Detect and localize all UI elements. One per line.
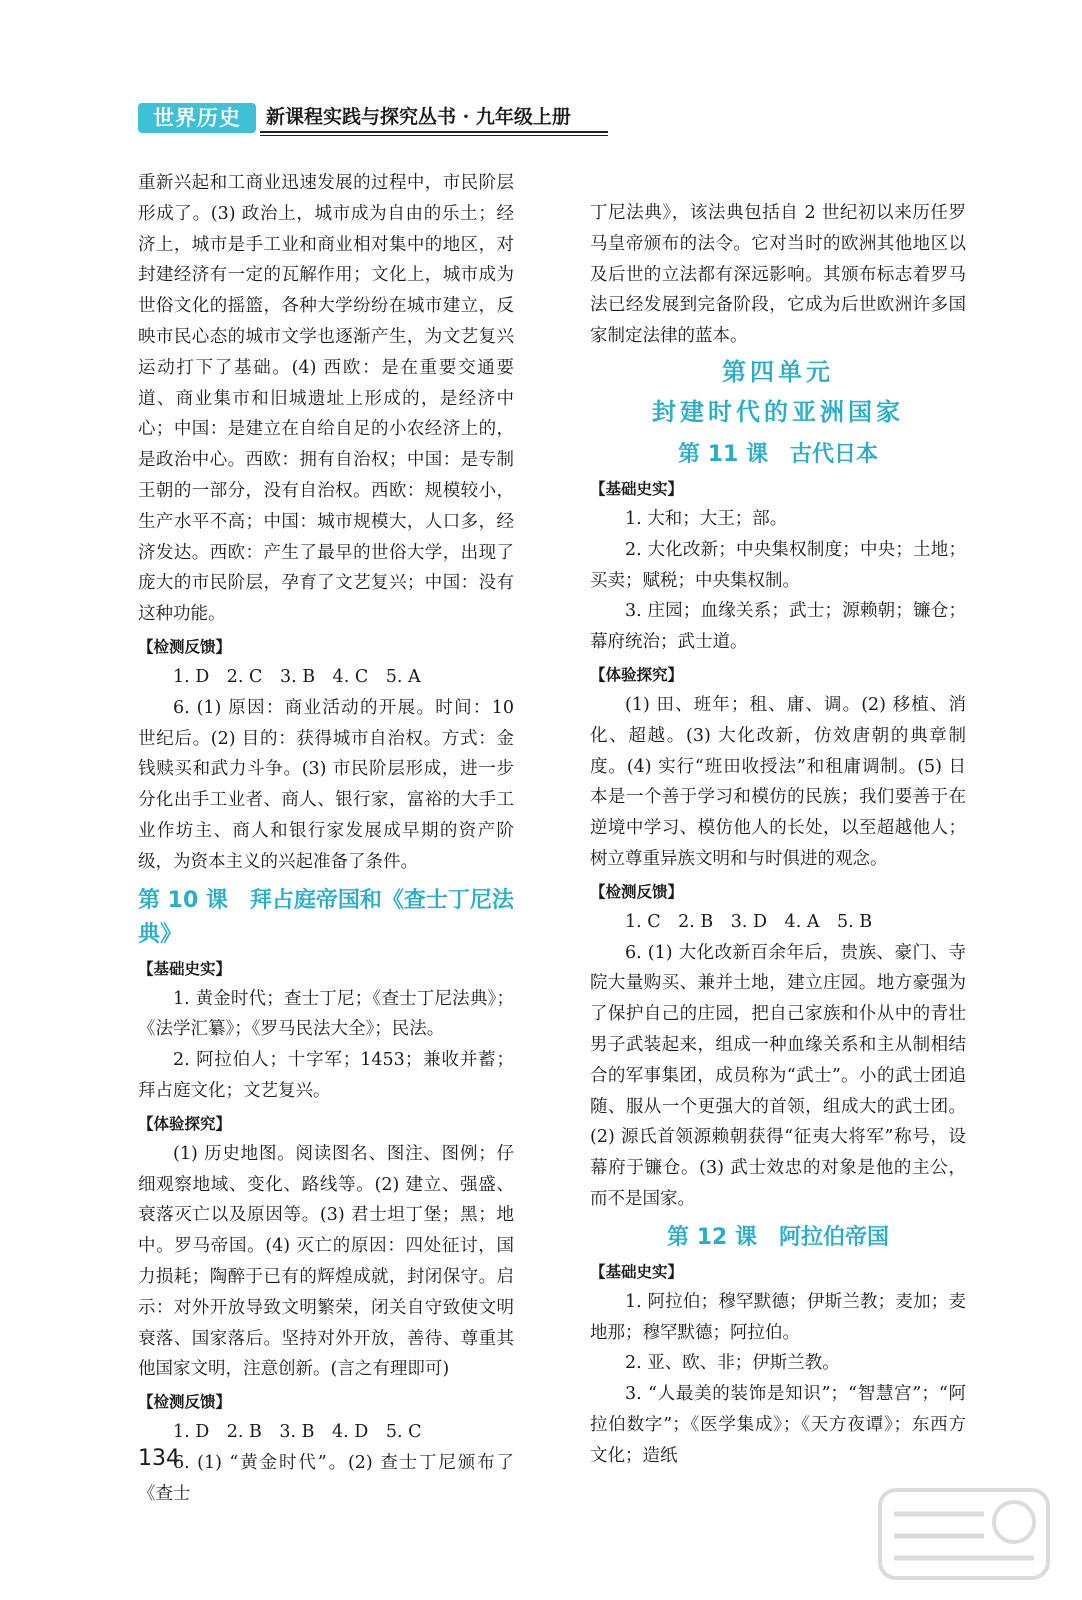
paragraph: 3. 庄园；血缘关系；武士；源赖朝；镰仓；幕府统治；武士道。: [590, 601, 966, 653]
paragraph: 1. 大和；大王；部。: [625, 508, 788, 529]
paragraph: 2. 亚、欧、非；伊斯兰教。: [625, 1353, 840, 1374]
paragraph: 2. 阿拉伯人；十字军；1453；兼收并蓄；拜占庭文化；文艺复兴。: [138, 1050, 514, 1101]
paragraph: 2. 大化改新；中央集权制度；中央；土地；买卖；赋税；中央集权制。: [590, 539, 966, 591]
paragraph: 6. (1) “黄金时代”。(2) 查士丁尼颁布了《查士: [138, 1452, 514, 1504]
section-heading: 【体验探究】: [138, 1114, 232, 1133]
section-heading: 【检测反馈】: [138, 1393, 232, 1412]
running-header: [138, 100, 610, 136]
paragraph: 3. “人最美的装饰是知识”；“智慧宫”；“阿拉伯数字”；《医学集成》；《天方夜谭》；东西方文化；造纸: [590, 1384, 966, 1466]
page-number: 134: [138, 1446, 180, 1471]
paragraph: 丁尼法典》，该法典包括自 2 世纪初以来历任罗马皇帝颁布的法令。它对当时的欧洲其他地区以及后世的立法都有深远影响。其颁布标志着罗马法已经发展到完备阶段，它成为后世欧洲许多国家制定法律的蓝本。: [590, 203, 966, 347]
answer-line: 1. D 2. C 3. B 4. C 5. A: [173, 666, 421, 687]
section-heading: 【基础史实】: [138, 959, 232, 978]
answer-line: 1. C 2. B 3. D 4. A 5. B: [625, 911, 873, 932]
paragraph: 1. 阿拉伯；穆罕默德；伊斯兰教；麦加；麦地那；穆罕默德；阿拉伯。: [590, 1291, 966, 1343]
section-heading: 【体验探究】: [590, 665, 684, 684]
left-column: [138, 168, 514, 1509]
section-heading: 【基础史实】: [590, 1262, 684, 1281]
lesson-title: 第 10 课 拜占庭帝国和《查士丁尼法典》: [138, 887, 514, 947]
section-heading: 【检测反馈】: [590, 882, 684, 901]
section-heading: 【检测反馈】: [138, 637, 232, 656]
header-rule-thin: [260, 135, 608, 136]
section-heading: 【基础史实】: [590, 479, 684, 498]
right-column: [590, 198, 966, 1472]
series-title: 新课程实践与探究丛书 · 九年级上册: [266, 106, 571, 128]
answer-line: 1. D 2. B 3. B 4. D 5. C: [173, 1422, 422, 1443]
unit-number: 第四单元: [722, 356, 834, 386]
lesson-title: 第 12 课 阿拉伯帝国: [667, 1224, 889, 1250]
paragraph: 6. (1) 大化改新百余年后，贵族、豪门、寺院大量购买、兼并土地，建立庄园。地方豪强为了保护自己的庄园，把自己家族和仆从中的青壮男子武装起来，组成一种血缘关系和主从制相结合的军事集团，成员称为“武士”。小的武士团追随、服从一个更强大的首领，组成大的武士团。(2) 源氏首领源赖朝获得“征夷大将军”称号，设幕府于镰仓。(3) 武士效忠的对象是他的主公，而不是国家。: [590, 942, 966, 1209]
paragraph: 重新兴起和工商业迅速发展的过程中，市民阶层形成了。(3) 政治上，城市成为自由的乐土；经济上，城市是手工业和商业相对集中的地区，对封建经济有一定的瓦解作用；文化上，城市成为世俗文化的摇篮，各种大学纷纷在城市建立，反映市民心态的城市文学也逐渐产生，为文艺复兴运动打下了基础。(4) 西欧：是在重要交通要道、商业集市和旧城遗址上形成的，是经济中心；中国：是建立在自给自足的小农经济上的，是政治中心。西欧：拥有自治权；中国：是专制王朝的一部分，没有自治权。西欧：规模较小，生产水平不高；中国：城市规模大，人口多，经济发达。西欧：产生了最早的世俗大学，出现了庞大的市民阶层，孕育了文艺复兴；中国：没有这种功能。: [138, 173, 514, 625]
paragraph: 6. (1) 原因：商业活动的开展。时间：10 世纪后。(2) 目的：获得城市自治权。方式：金钱赎买和武力斗争。(3) 市民阶层形成，进一步分化出手工业者、商人、银行家，富裕的大手工业作坊主、商人和银行家发展成早期的资产阶级，为资本主义的兴起准备了条件。: [138, 697, 514, 872]
unit-title: 封建时代的亚洲国家: [652, 396, 904, 426]
paragraph: 1. 黄金时代；查士丁尼；《查士丁尼法典》；《法学汇纂》；《罗马民法大全》；民法。: [138, 988, 514, 1040]
subject-badge: 世界历史: [138, 103, 256, 133]
paragraph: (1) 历史地图。阅读图名、图注、图例；仔细观察地域、变化、路线等。(2) 建立、强盛、衰落灭亡以及原因等。(3) 君士坦丁堡；黑；地中。罗马帝国。(4) 灭亡的原因：四处征讨，国力损耗；陶醉于已有的辉煌成就，封闭保守。启示：对外开放导致文明繁荣，闭关自守致使文明衰落、国家落后。坚持对外开放，善待、尊重其他国家文明，注意创新。(言之有理即可): [138, 1143, 514, 1380]
watermark-logo-icon: [874, 1484, 1054, 1584]
header-rule: [260, 131, 608, 133]
paragraph: (1) 田、班年；租、庸、调。(2) 移植、消化、超越。(3) 大化改新，仿效唐朝的典章制度。(4) 实行“班田收授法”和租庸调制。(5) 日本是一个善于学习和模仿的民族；我们要善于在逆境中学习、模仿他人的长处，以至超越他人；树立尊重异族文明和与时俱进的观念。: [590, 694, 966, 869]
lesson-title: 第 11 课 古代日本: [678, 441, 878, 467]
